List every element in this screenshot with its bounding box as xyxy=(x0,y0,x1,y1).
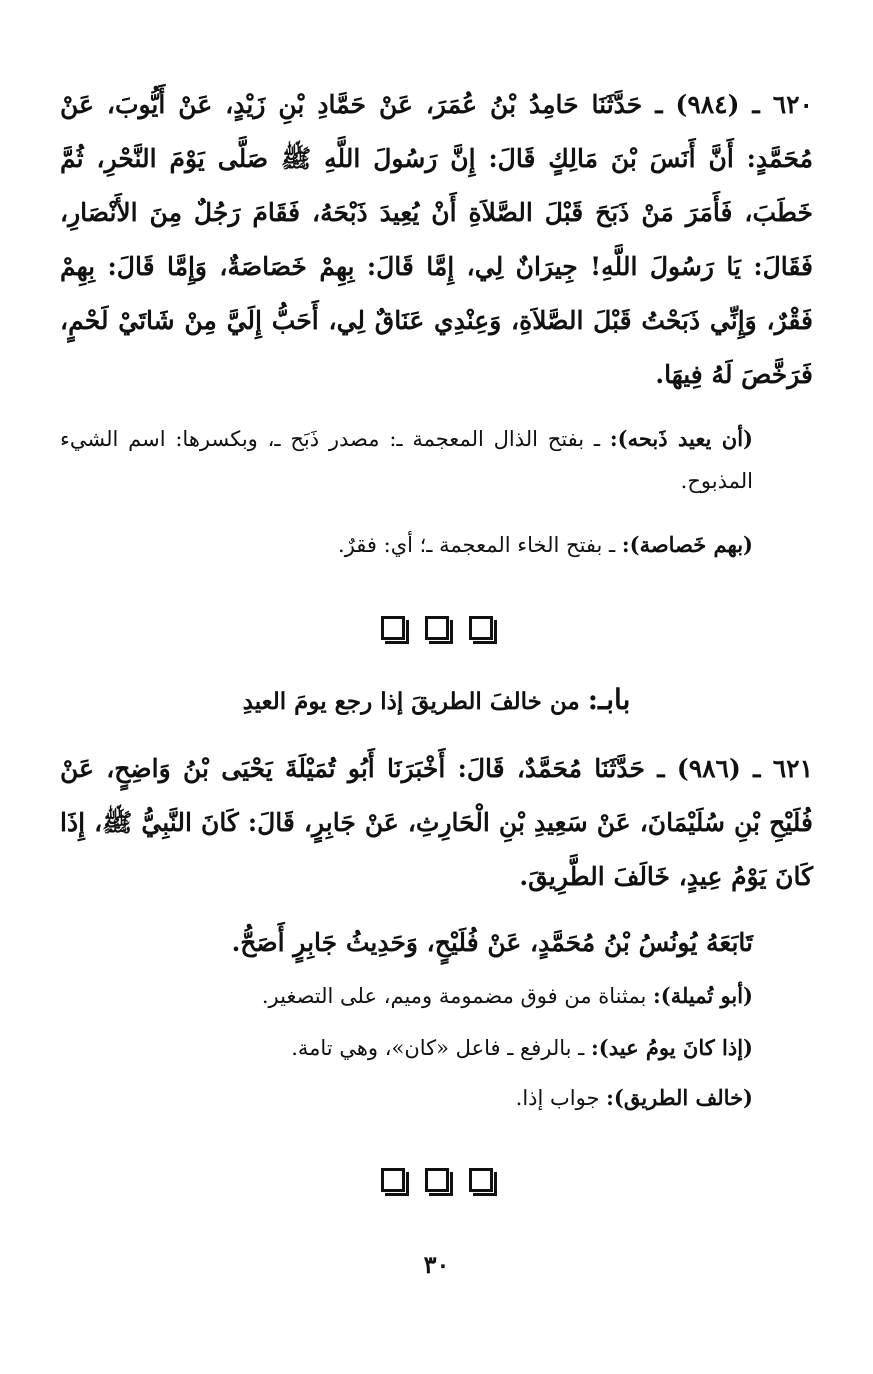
section-separator xyxy=(0,1168,873,1192)
note-620-1 xyxy=(60,418,813,502)
note-term: (أن يعيد ذَبحه): xyxy=(609,426,753,451)
square-ornament-icon xyxy=(425,1168,449,1192)
note-620-2 xyxy=(60,524,813,566)
hadith-620-text: ٦٢٠ ـ (٩٨٤) ـ حَدَّثَنَا حَامِدُ بْنُ عُمَرَ، عَنْ حَمَّادِ بْنِ زَيْدٍ، عَنْ أَيُّوبَ، عَنْ مُحَمَّدٍ: أَنَّ أَنَسَ بْنَ مَالِكٍ قَالَ: إِنَّ رَسُولَ اللَّهِ ﷺ صَلَّى يَوْمَ النَّحْرِ، ثُمَّ خَطَبَ، فَأَمَرَ مَنْ ذَبَحَ قَبْلَ الصَّلاَةِ أَنْ يُعِيدَ ذَبْحَهُ، فَقَامَ رَجُلٌ مِنَ الأَنْصَارِ، فَقَالَ: يَا رَسُولَ اللَّهِ! جِيرَانٌ لِي، إِمَّا قَالَ: بِهِمْ خَصَاصَةٌ، وَإِمَّا قَالَ: بِهِمْ فَقْرٌ، وَإِنِّي ذَبَحْتُ قَبْلَ الصَّلاَةِ، وَعِنْدِي عَنَاقٌ لِي، أَحَبُّ إِلَيَّ مِنْ شَاتَيْ لَحْمٍ، فَرَخَّصَ لَهُ فِيهَا. xyxy=(60,90,813,389)
note-term: (أبو تُميلة): xyxy=(653,983,753,1008)
note-621-1 xyxy=(60,975,813,1017)
square-ornament-icon xyxy=(425,616,449,640)
note-text: بمثناة من فوق مضمومة وميم، على التصغير. xyxy=(261,984,653,1008)
hadith-621-text: ٦٢١ ـ (٩٨٦) ـ حَدَّثَنَا مُحَمَّدٌ، قَالَ: أَخْبَرَنَا أَبُو تُمَيْلَةَ يَحْيَى بْنُ وَاضِحٍ، عَنْ فُلَيْحِ بْنِ سُلَيْمَانَ، عَنْ سَعِيدِ بْنِ الْحَارِثِ، عَنْ جَابِرٍ، قَالَ: كَانَ النَّبِيُّ ﷺ، إِذَا كَانَ يَوْمُ عِيدٍ، خَالَفَ الطَّرِيقَ. xyxy=(60,754,814,891)
square-ornament-icon xyxy=(469,616,493,640)
note-text: جواب إذا. xyxy=(515,1086,607,1110)
hadith-621 xyxy=(60,742,813,904)
hadith-620 xyxy=(60,78,813,402)
chapter-title: من خالفَ الطريقَ إذا رجع يومَ العيدِ xyxy=(242,688,588,715)
note-term: (بهم خَصاصة): xyxy=(621,532,753,557)
square-ornament-icon xyxy=(381,1168,405,1192)
square-ornament-icon xyxy=(469,1168,493,1192)
chapter-key: بابـ: xyxy=(587,683,631,716)
note-term: (خالف الطريق): xyxy=(606,1085,753,1110)
hadith-621-follow xyxy=(60,916,813,970)
note-text: ـ بالرفع ـ فاعل «كان»، وهي تامة. xyxy=(291,1036,592,1060)
note-text: ـ بفتح الخاء المعجمة ـ؛ أي: فقرٌ. xyxy=(338,533,622,557)
note-621-3 xyxy=(60,1077,813,1119)
note-text: ـ بفتح الذال المعجمة ـ: مصدر ذَبَح ـ، وبكسرها: اسم الشيء المذبوح. xyxy=(60,427,753,493)
hadith-621-follow-text: تَابَعَهُ يُونُسُ بْنُ مُحَمَّدٍ، عَنْ فُلَيْحٍ، وَحَدِيثُ جَابِرٍ أَصَحُّ. xyxy=(231,928,753,957)
note-621-2 xyxy=(60,1027,813,1069)
section-separator xyxy=(0,616,873,640)
note-term: (إذا كانَ يومُ عيد): xyxy=(591,1035,753,1060)
chapter-heading xyxy=(0,683,873,716)
square-ornament-icon xyxy=(381,616,405,640)
page-number: ٣٠ xyxy=(423,1250,450,1279)
